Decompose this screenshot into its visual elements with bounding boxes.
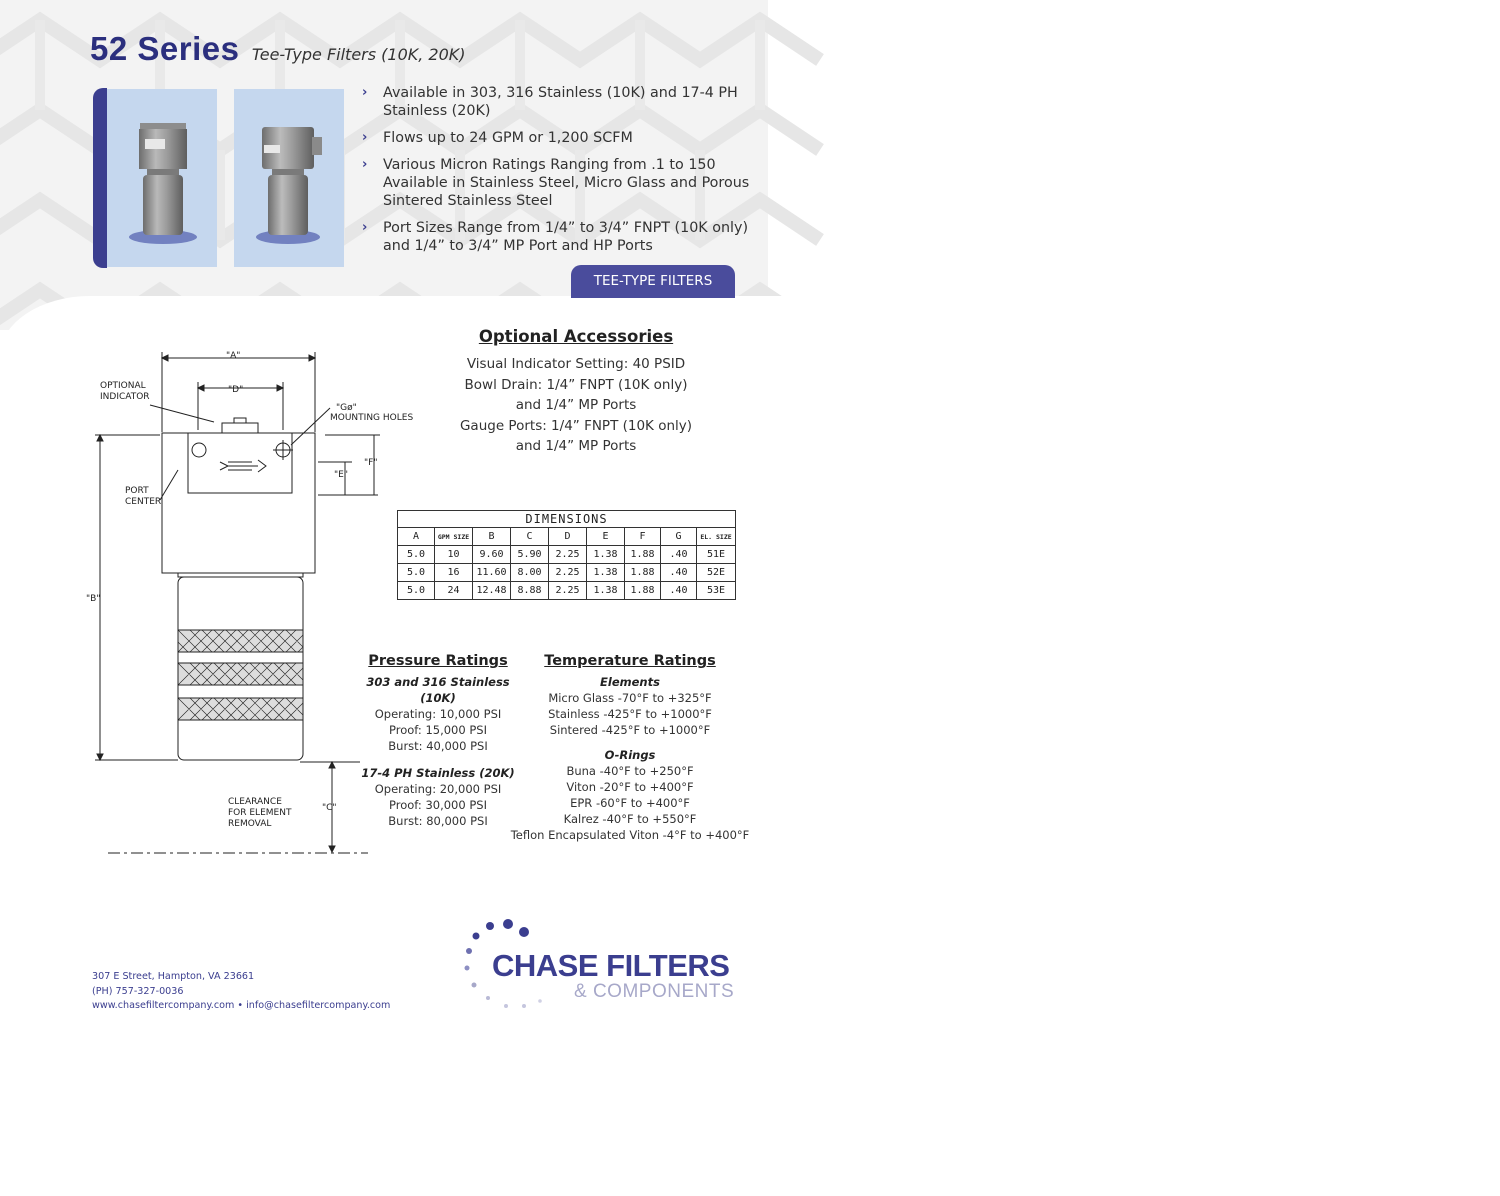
column-header: F xyxy=(625,528,661,546)
orings-title: O-Rings xyxy=(604,747,656,762)
pressure-title: Pressure Ratings xyxy=(368,653,508,669)
series-subtitle: Tee-Type Filters (10K, 20K) xyxy=(251,45,466,64)
chevron-right-icon: › xyxy=(362,85,368,100)
section-tab: TEE-TYPE FILTERS xyxy=(571,265,735,298)
accessory-line: and 1/4” MP Ports xyxy=(515,397,637,414)
phone-text: (PH) 757-327-0036 xyxy=(92,985,184,997)
pressure-group-title: 303 and 316 Stainless (10K) xyxy=(366,675,510,705)
temperature-ratings xyxy=(510,653,750,844)
website-link[interactable]: www.chasefiltercompany.com xyxy=(92,1000,235,1011)
clearance-label-2: FOR ELEMENT xyxy=(228,808,292,818)
address-text: 307 E Street, Hampton, VA 23661 xyxy=(92,971,255,982)
dimensions-title: DIMENSIONS xyxy=(398,511,736,528)
feature-item: › Flows up to 24 GPM or 1,200 SCFM xyxy=(362,130,633,146)
temperature-line: Kalrez -40°F to +550°F xyxy=(563,812,697,827)
column-header: GPM SIZE xyxy=(435,528,473,546)
pressure-line: Operating: 10,000 PSI xyxy=(374,707,502,721)
accessories-title: Optional Accessories xyxy=(478,327,674,346)
accessory-line: and 1/4” MP Ports xyxy=(515,438,637,455)
chevron-right-icon: › xyxy=(362,130,368,145)
series-title: 52 Series xyxy=(90,30,240,67)
table-row: 5.0 16 11.60 8.00 2.25 1.38 1.88 .40 52E xyxy=(398,564,736,582)
table-row: 5.0 10 9.60 5.90 2.25 1.38 1.88 .40 51E xyxy=(398,546,736,564)
temperature-line: Micro Glass -70°F to +325°F xyxy=(548,691,712,705)
clearance-label-3: REMOVAL xyxy=(228,819,272,829)
logo-name: CHASE FILTERS xyxy=(492,948,730,983)
dimensions-table xyxy=(397,510,736,600)
column-header: A xyxy=(398,528,435,546)
photo-accent-bar xyxy=(93,88,107,268)
pressure-group-title: 17-4 PH Stainless (20K) xyxy=(361,765,515,780)
column-header: E xyxy=(587,528,625,546)
pressure-line: Proof: 15,000 PSI xyxy=(389,723,487,738)
chevron-right-icon: › xyxy=(362,220,368,235)
elements-title: Elements xyxy=(600,675,660,689)
pressure-ratings xyxy=(358,653,518,829)
dim-b-label: "B" xyxy=(86,594,101,604)
feature-item: › Various Micron Ratings Ranging from .1 to 150 Available in Stainless Steel, Micro Glass and Porous Sintered Stainless Steel xyxy=(362,157,750,209)
accessory-line: Gauge Ports: 1/4” FNPT (10K only) xyxy=(459,417,693,434)
optional-indicator-label-2: INDICATOR xyxy=(100,392,150,402)
temperature-line: Sintered -425°F to +1000°F xyxy=(549,723,711,738)
dim-f-label: "F" xyxy=(364,458,378,468)
temperature-line: Viton -20°F to +400°F xyxy=(566,779,694,794)
column-header: D xyxy=(549,528,587,546)
chevron-right-icon: › xyxy=(362,157,368,172)
optional-indicator-label: OPTIONAL xyxy=(100,381,146,391)
column-header: B xyxy=(473,528,511,546)
column-header: C xyxy=(511,528,549,546)
product-photo-side xyxy=(234,89,344,267)
company-logo xyxy=(462,918,752,1018)
dim-e-label: "E" xyxy=(334,470,348,480)
port-center-label: PORT xyxy=(125,486,149,496)
separator-dot: • xyxy=(237,1000,244,1011)
pressure-line: Proof: 30,000 PSI xyxy=(389,797,487,812)
product-photo-front xyxy=(107,89,217,267)
temperature-line: EPR -60°F to +400°F xyxy=(570,796,690,811)
accessory-line: Bowl Drain: 1/4” FNPT (10K only) xyxy=(464,376,688,393)
clearance-label: CLEARANCE xyxy=(228,797,282,807)
filter-side-illustration xyxy=(234,89,344,267)
logo-tagline: & COMPONENTS xyxy=(574,981,735,1002)
technical-drawing xyxy=(0,330,414,870)
filter-front-illustration xyxy=(107,89,217,267)
temperature-line: Stainless -425°F to +1000°F xyxy=(548,707,712,722)
column-header: EL. SIZE xyxy=(697,528,736,546)
port-center-label-2: CENTER xyxy=(125,497,162,507)
feature-item: › Available in 303, 316 Stainless (10K) and 17-4 PH Stainless (20K) xyxy=(362,85,738,119)
dim-a-label: "A" xyxy=(226,351,241,361)
dim-c-label: "C" xyxy=(322,803,337,813)
email-link[interactable]: info@chasefiltercompany.com xyxy=(246,1000,391,1011)
temperature-title: Temperature Ratings xyxy=(544,653,716,669)
feature-list xyxy=(362,84,752,264)
mounting-holes-label: MOUNTING HOLES xyxy=(330,413,414,423)
feature-item: › Port Sizes Range from 1/4” to 3/4” FNPT (10K only) and 1/4” to 3/4” MP Port and HP Ports xyxy=(362,220,749,254)
dim-d-label: "D" xyxy=(228,385,244,395)
table-header-row xyxy=(398,528,736,546)
temperature-line: Buna -40°F to +250°F xyxy=(566,763,694,778)
pressure-line: Burst: 40,000 PSI xyxy=(388,739,488,754)
pressure-line: Burst: 80,000 PSI xyxy=(388,814,488,829)
page-title xyxy=(90,30,466,68)
pressure-line: Operating: 20,000 PSI xyxy=(374,781,502,796)
temperature-line: Teflon Encapsulated Viton -4°F to +400°F xyxy=(510,828,750,843)
column-header: G xyxy=(661,528,697,546)
footer-contact xyxy=(92,970,390,1014)
dim-g-label: "Gø" xyxy=(336,403,357,413)
optional-accessories xyxy=(440,327,712,457)
table-row: 5.0 24 12.48 8.88 2.25 1.38 1.88 .40 53E xyxy=(398,582,736,600)
accessory-line: Visual Indicator Setting: 40 PSID xyxy=(466,356,686,372)
